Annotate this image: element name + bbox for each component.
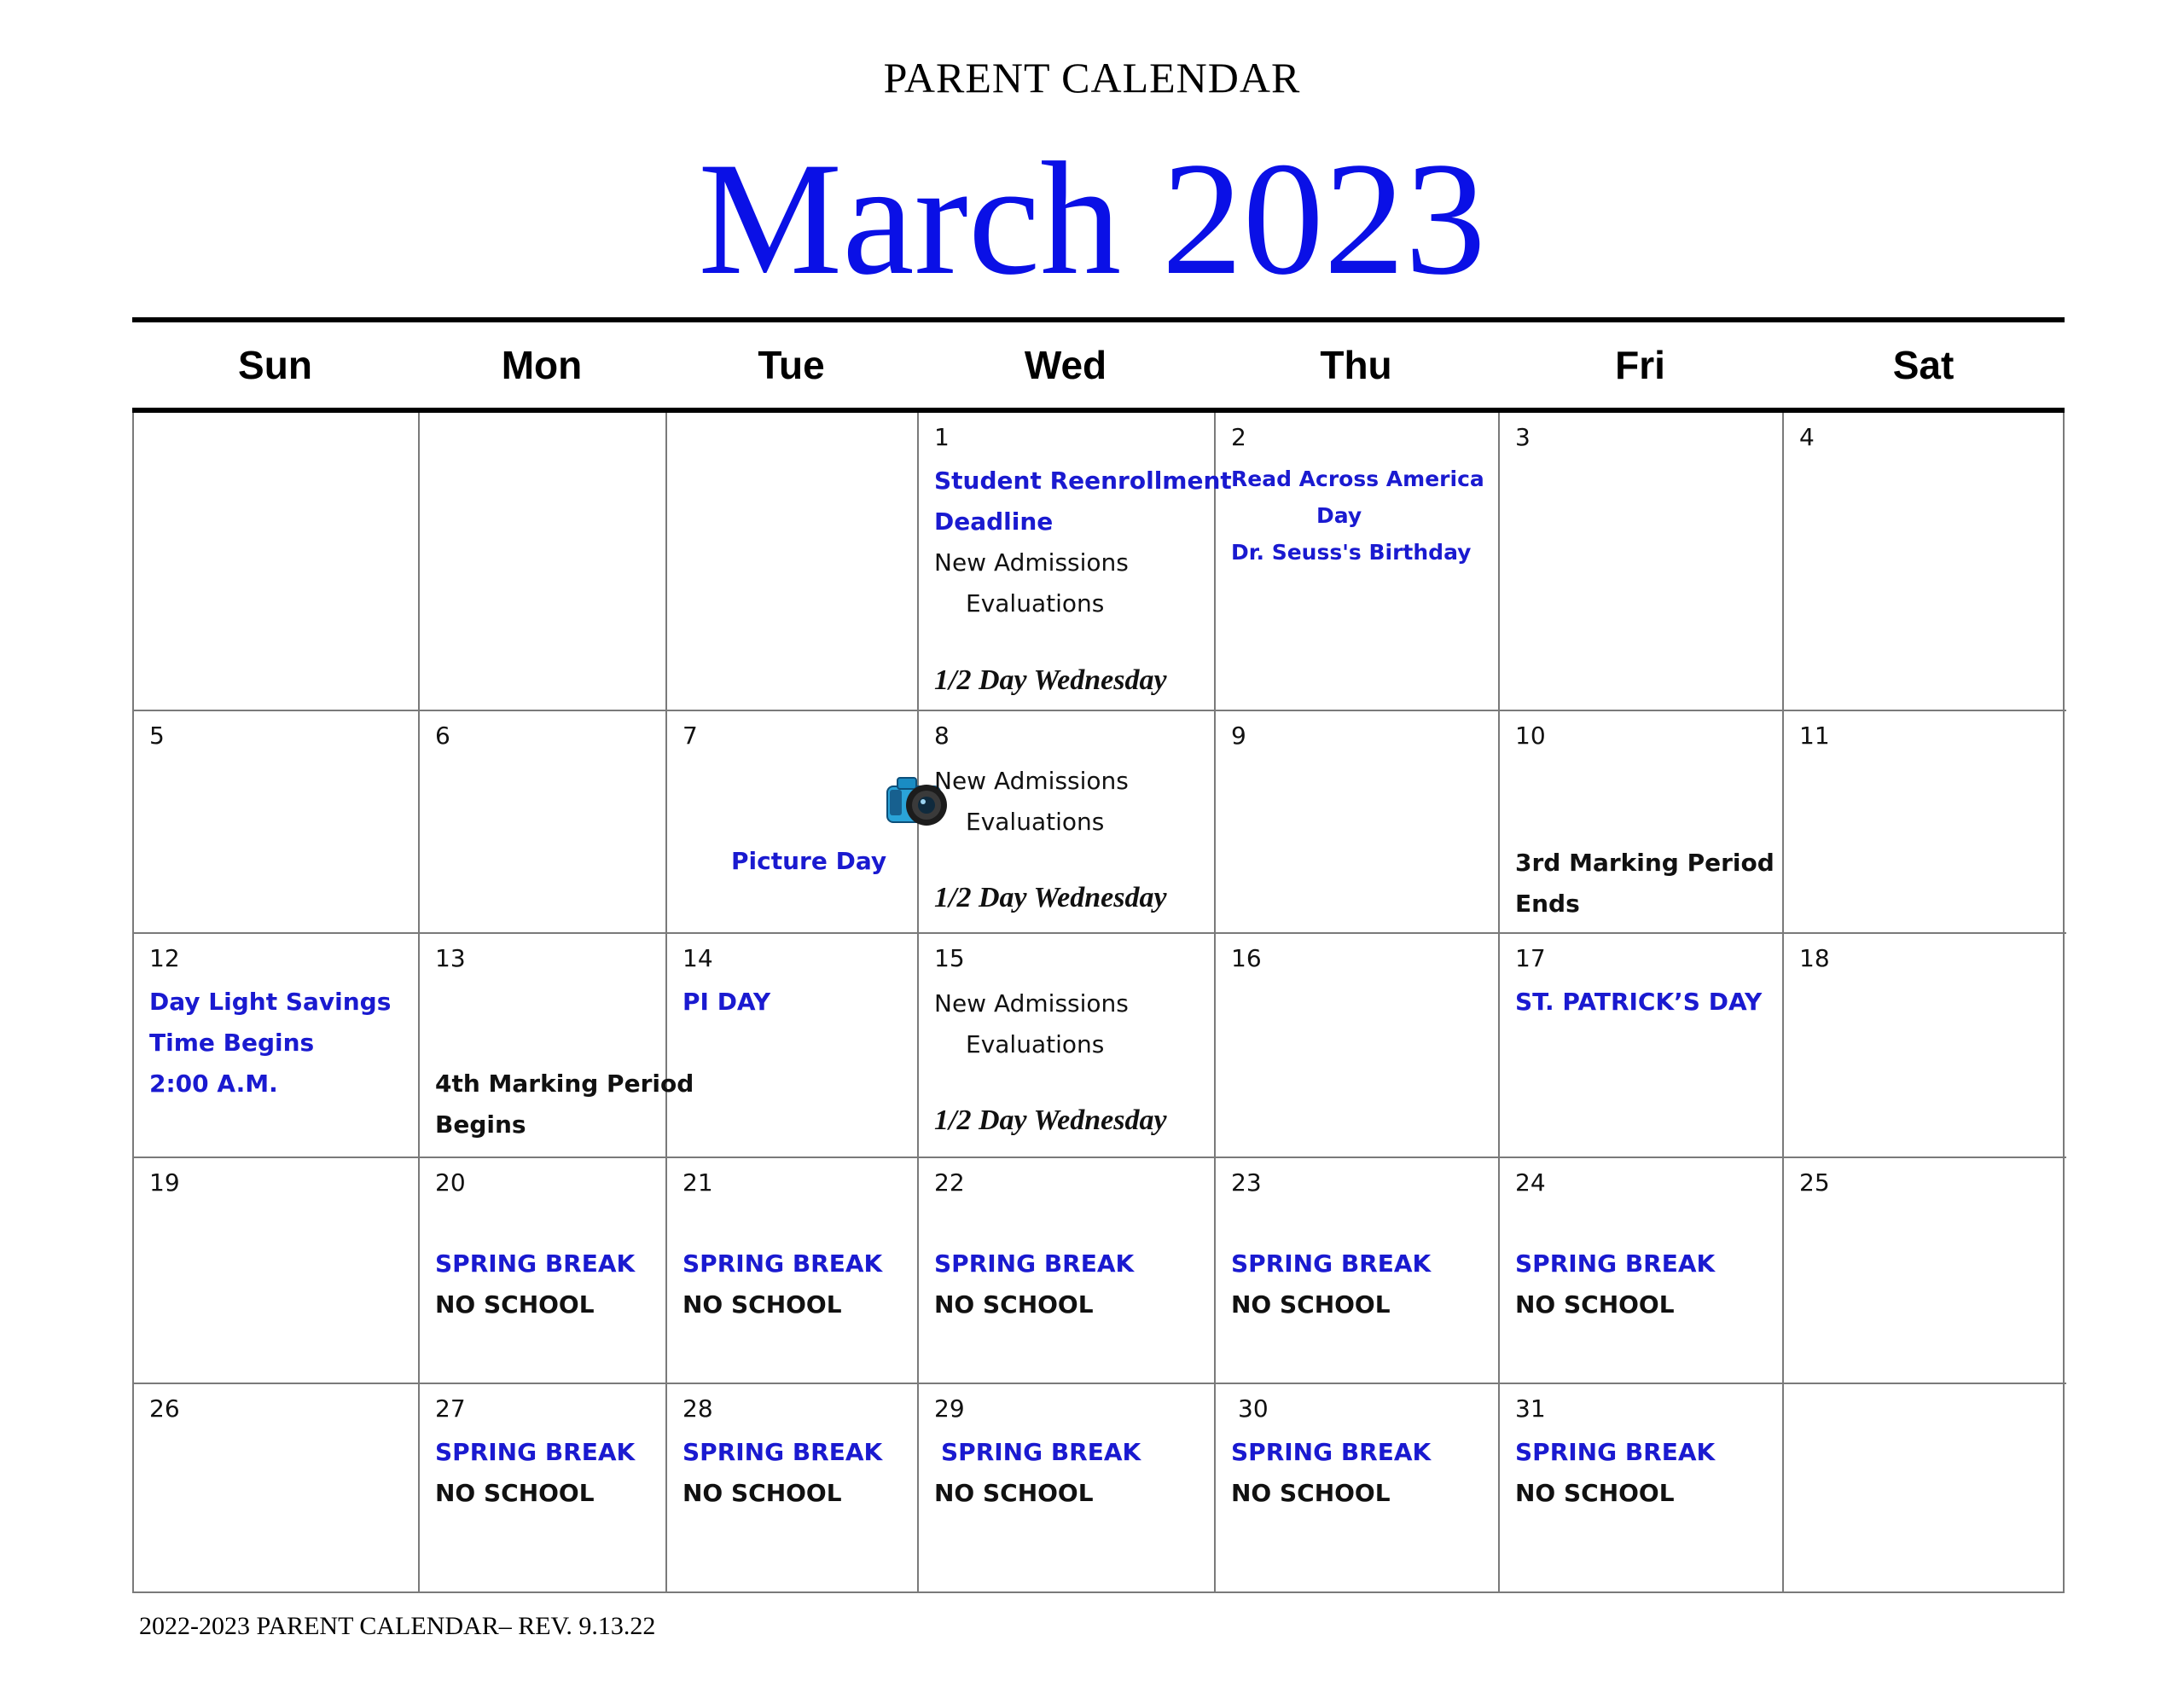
- calendar-grid: [132, 413, 2065, 1593]
- event-marking-period-ends: 3rd Marking Period: [1515, 849, 1774, 877]
- day-number: 27: [435, 1394, 466, 1423]
- day-number: 2: [1231, 423, 1246, 451]
- day-number: 19: [149, 1168, 180, 1197]
- day-cell-5: [134, 711, 420, 934]
- event-daylight-savings-time: 2:00 A.M.: [149, 1070, 278, 1098]
- event-half-day: 1/2 Day Wednesday: [934, 882, 1167, 913]
- event-marking-period-begins: 4th Marking Period: [435, 1070, 694, 1098]
- day-cell-14: [667, 934, 919, 1158]
- event-read-across-america-cont: Day: [1316, 503, 1362, 528]
- event-spring-break: SPRING BREAK: [682, 1249, 883, 1278]
- day-number: 28: [682, 1394, 713, 1423]
- weekday-mon: Mon: [501, 343, 583, 387]
- event-dr-seuss-birthday: Dr. Seuss's Birthday: [1231, 540, 1472, 565]
- event-evaluations: Evaluations: [966, 808, 1105, 836]
- day-cell-3: [1500, 413, 1784, 711]
- day-number: 24: [1515, 1168, 1546, 1197]
- day-number: 17: [1515, 944, 1546, 972]
- day-cell-13: [420, 934, 694, 1158]
- day-number: 26: [149, 1394, 180, 1423]
- day-cell-1: [919, 413, 1232, 711]
- event-new-admissions: New Admissions: [934, 767, 1129, 795]
- day-cell-10: [1500, 711, 1784, 934]
- day-cell-31: [1500, 1384, 1784, 1591]
- day-number: 5: [149, 722, 165, 750]
- event-spring-break: SPRING BREAK: [1231, 1438, 1432, 1466]
- day-number: 15: [934, 944, 965, 972]
- day-cell-28: [667, 1384, 919, 1591]
- event-spring-break: SPRING BREAK: [435, 1249, 636, 1278]
- day-number: 11: [1799, 722, 1830, 750]
- day-cell-25: [1784, 1158, 2066, 1384]
- event-reenrollment: Student Reenrollment: [934, 467, 1232, 495]
- day-cell-21: [667, 1158, 919, 1384]
- event-evaluations: Evaluations: [966, 589, 1105, 617]
- day-cell-29: [919, 1384, 1216, 1591]
- event-marking-period-begins-cont: Begins: [435, 1110, 526, 1139]
- event-spring-break: SPRING BREAK: [682, 1438, 883, 1466]
- day-number: 10: [1515, 722, 1546, 750]
- event-evaluations: Evaluations: [966, 1030, 1105, 1058]
- day-number: 3: [1515, 423, 1531, 451]
- day-number: 16: [1231, 944, 1262, 972]
- empty-cell: [420, 413, 667, 711]
- event-daylight-savings: Day Light Savings: [149, 988, 392, 1016]
- day-cell-23: [1216, 1158, 1500, 1384]
- footer-revision: 2022-2023 PARENT CALENDAR– REV. 9.13.22: [139, 1612, 656, 1640]
- weekday-tue: Tue: [758, 343, 825, 387]
- empty-cell: [1784, 1384, 2066, 1591]
- event-marking-period-ends-cont: Ends: [1515, 890, 1580, 918]
- day-cell-19: [134, 1158, 420, 1384]
- day-number: 14: [682, 944, 713, 972]
- event-half-day: 1/2 Day Wednesday: [934, 664, 1167, 696]
- day-cell-11: [1784, 711, 2066, 934]
- day-cell-20: [420, 1158, 667, 1384]
- event-new-admissions: New Admissions: [934, 548, 1129, 577]
- event-spring-break: SPRING BREAK: [934, 1249, 1135, 1278]
- day-number: 21: [682, 1168, 713, 1197]
- month-title: March 2023: [698, 130, 1486, 309]
- day-cell-2: [1216, 413, 1500, 711]
- day-cell-17: [1500, 934, 1784, 1158]
- event-no-school: NO SCHOOL: [1515, 1479, 1675, 1507]
- day-cell-26: [134, 1384, 420, 1591]
- day-number: 20: [435, 1168, 466, 1197]
- day-cell-9: [1216, 711, 1500, 934]
- weekday-sun: Sun: [238, 343, 312, 387]
- event-read-across-america: Read Across America: [1231, 467, 1484, 491]
- day-cell-24: [1500, 1158, 1784, 1384]
- day-cell-30: [1216, 1384, 1500, 1591]
- day-number: 22: [934, 1168, 965, 1197]
- day-cell-7: [667, 711, 919, 934]
- empty-cell: [667, 413, 919, 711]
- event-spring-break: SPRING BREAK: [1515, 1438, 1716, 1466]
- day-number: 1: [934, 423, 950, 451]
- day-number: 4: [1799, 423, 1815, 451]
- event-new-admissions: New Admissions: [934, 989, 1129, 1017]
- day-number: 13: [435, 944, 466, 972]
- event-no-school: NO SCHOOL: [1231, 1479, 1391, 1507]
- weekday-thu: Thu: [1320, 343, 1392, 387]
- day-cell-12: [134, 934, 420, 1158]
- weekday-wed: Wed: [1024, 343, 1107, 387]
- event-no-school: NO SCHOOL: [934, 1479, 1094, 1507]
- event-no-school: NO SCHOOL: [435, 1479, 595, 1507]
- weekday-header-row: [132, 322, 2065, 408]
- day-number: 12: [149, 944, 180, 972]
- event-no-school: NO SCHOOL: [682, 1479, 842, 1507]
- event-no-school: NO SCHOOL: [934, 1290, 1094, 1319]
- day-number: 9: [1231, 722, 1246, 750]
- event-no-school: NO SCHOOL: [1231, 1290, 1391, 1319]
- event-spring-break: SPRING BREAK: [941, 1438, 1141, 1466]
- weekday-fri: Fri: [1615, 343, 1665, 387]
- event-spring-break: SPRING BREAK: [1515, 1249, 1716, 1278]
- day-number: 25: [1799, 1168, 1830, 1197]
- event-reenrollment-cont: Deadline: [934, 507, 1054, 536]
- event-no-school: NO SCHOOL: [1515, 1290, 1675, 1319]
- event-st-patricks-day: ST. PATRICK’S DAY: [1515, 988, 1763, 1016]
- event-spring-break: SPRING BREAK: [1231, 1249, 1432, 1278]
- day-number: 23: [1231, 1168, 1262, 1197]
- event-no-school: NO SCHOOL: [435, 1290, 595, 1319]
- weekday-sat: Sat: [1892, 343, 1955, 387]
- calendar-supertitle: PARENT CALENDAR: [883, 54, 1301, 101]
- event-half-day: 1/2 Day Wednesday: [934, 1104, 1167, 1136]
- day-cell-8: [919, 711, 1216, 934]
- day-cell-18: [1784, 934, 2066, 1158]
- event-daylight-savings-cont: Time Begins: [149, 1029, 315, 1057]
- event-picture-day: Picture Day: [731, 847, 887, 875]
- event-spring-break: SPRING BREAK: [435, 1438, 636, 1466]
- event-no-school: NO SCHOOL: [682, 1290, 842, 1319]
- day-number: 29: [934, 1394, 965, 1423]
- day-cell-6: [420, 711, 667, 934]
- day-number: 31: [1515, 1394, 1546, 1423]
- day-number: 30: [1238, 1394, 1269, 1423]
- day-cell-27: [420, 1384, 667, 1591]
- event-pi-day: PI DAY: [682, 988, 771, 1016]
- day-number: 7: [682, 722, 698, 750]
- day-cell-16: [1216, 934, 1500, 1158]
- day-cell-4: [1784, 413, 2066, 711]
- day-cell-22: [919, 1158, 1216, 1384]
- day-cell-15: [919, 934, 1216, 1158]
- empty-cell: [134, 413, 420, 711]
- day-number: 8: [934, 722, 950, 750]
- day-number: 6: [435, 722, 450, 750]
- day-number: 18: [1799, 944, 1830, 972]
